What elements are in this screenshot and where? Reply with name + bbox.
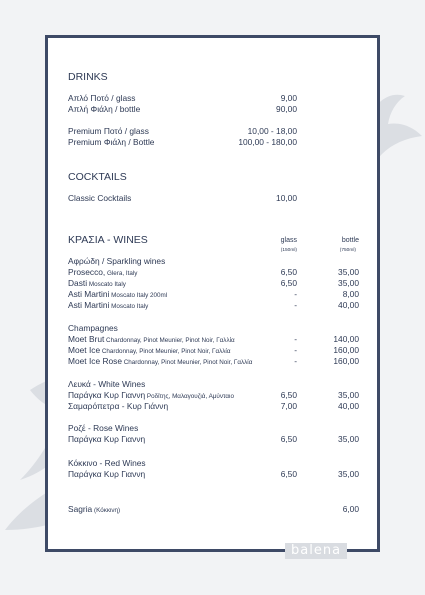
item-name: Moet Brut xyxy=(68,334,105,344)
menu-row xyxy=(68,126,359,137)
item-name: Moet Ice Rose xyxy=(68,356,122,366)
bottle-price: 160,00 xyxy=(333,345,359,355)
item-name: Παράγκα Κυρ Γιαννη xyxy=(68,469,146,479)
bottle-price: 40,00 xyxy=(338,300,359,310)
item-name: Απλή Φιάλη / bottle xyxy=(68,104,141,114)
glass-price: - xyxy=(294,334,297,344)
item-name: Moet Ice xyxy=(68,345,101,355)
item-name: Classic Cocktails xyxy=(68,193,132,203)
item-name: Prosecco, xyxy=(68,267,106,277)
drinks-heading: DRINKS xyxy=(68,71,108,83)
glass-volume: (150ml) xyxy=(280,248,297,253)
menu-row xyxy=(68,93,359,104)
menu-row xyxy=(68,469,359,480)
menu-row xyxy=(68,334,359,345)
glass-price: - xyxy=(294,345,297,355)
glass-price: - xyxy=(294,300,297,310)
menu-row xyxy=(68,267,359,278)
menu-card xyxy=(45,35,380,552)
bottle-price: 40,00 xyxy=(338,401,359,411)
item-detail: Ροδίτης, Μαλαγουζιά, Αμύνταιο xyxy=(145,393,234,400)
menu-row xyxy=(68,137,359,148)
item-detail: Chardonnay, Pinot Meunier, Pinot Noir, Γαλλία xyxy=(104,337,235,344)
glass-price: 6,50 xyxy=(280,267,297,277)
menu-row xyxy=(68,401,359,412)
menu-row xyxy=(68,193,359,204)
item-name: Παράγκα Κυρ Γιαννη xyxy=(68,390,146,400)
item-detail: Moscato Italy 200ml xyxy=(109,292,168,299)
glass-column-header: glass xyxy=(280,237,297,244)
bottle-price: 6,00 xyxy=(342,504,359,514)
item-name: Asti Martini xyxy=(68,289,110,299)
bottle-volume: (750ml) xyxy=(339,248,356,253)
item-name: Premium Φιάλη / Bottle xyxy=(68,137,155,147)
item-price: 10,00 - 18,00 xyxy=(247,126,297,136)
menu-row xyxy=(68,356,359,367)
item-name: Asti Martini xyxy=(68,300,110,310)
item-name: Sagria xyxy=(68,504,93,514)
item-price: 9,00 xyxy=(280,93,297,103)
menu-row xyxy=(68,390,359,401)
bottle-price: 35,00 xyxy=(338,278,359,288)
bottle-price: 35,00 xyxy=(338,267,359,277)
glass-price: - xyxy=(294,356,297,366)
champagnes-title: Champagnes xyxy=(68,323,118,333)
item-price: 10,00 xyxy=(276,193,297,203)
wines-heading: ΚΡΑΣΙΑ - WINES xyxy=(68,234,148,246)
item-detail: Moscato Italy xyxy=(109,303,149,310)
item-detail: (Κόκκινη) xyxy=(92,507,121,514)
cocktails-heading: COCKTAILS xyxy=(68,171,127,183)
glass-price: - xyxy=(294,289,297,299)
item-detail: Glera, Italy xyxy=(105,270,138,277)
brand-logo: balena xyxy=(285,543,347,559)
bottle-price: 160,00 xyxy=(333,356,359,366)
menu-row xyxy=(68,504,359,515)
item-name: Σαμαρόπετρα - Κυρ Γιάννη xyxy=(68,401,169,411)
menu-row xyxy=(68,434,359,445)
bottle-column-header: bottle xyxy=(341,237,359,244)
glass-price: 6,50 xyxy=(280,390,297,400)
item-detail: Moscato Italy xyxy=(87,281,126,288)
menu-row xyxy=(68,289,359,300)
white-wines-title: Λευκά - White Wines xyxy=(68,379,146,389)
bottle-price: 35,00 xyxy=(338,390,359,400)
bottle-price: 8,00 xyxy=(342,289,359,299)
bottle-price: 35,00 xyxy=(338,434,359,444)
glass-price: 6,50 xyxy=(280,434,297,444)
rose-wines-title: Ροζέ - Rose Wines xyxy=(68,423,139,433)
item-name: Dasti xyxy=(68,278,88,288)
item-price: 90,00 xyxy=(276,104,297,114)
glass-price: 6,50 xyxy=(280,469,297,479)
menu-row xyxy=(68,345,359,356)
item-price: 100,00 - 180,00 xyxy=(238,137,297,147)
bottle-price: 35,00 xyxy=(338,469,359,479)
item-detail: Chardonnay, Pinot Meunier, Pinot Noir, Γαλλία xyxy=(100,348,231,355)
item-detail: Chardonnay, Pinot Meunier, Pinot Noir, Γαλλία xyxy=(122,359,253,366)
menu-row xyxy=(68,278,359,289)
item-name: Παράγκα Κυρ Γιαννη xyxy=(68,434,146,444)
bottle-price: 140,00 xyxy=(333,334,359,344)
glass-price: 6,50 xyxy=(280,278,297,288)
menu-row xyxy=(68,104,359,115)
sparkling-title: Αφρώδη / Sparkling wines xyxy=(68,256,166,266)
item-name: Απλό Ποτό / glass xyxy=(68,93,136,103)
glass-price: 7,00 xyxy=(280,401,297,411)
menu-row xyxy=(68,300,359,311)
red-wines-title: Κόκκινο - Red Wines xyxy=(68,458,146,468)
item-name: Premium Ποτό / glass xyxy=(68,126,149,136)
